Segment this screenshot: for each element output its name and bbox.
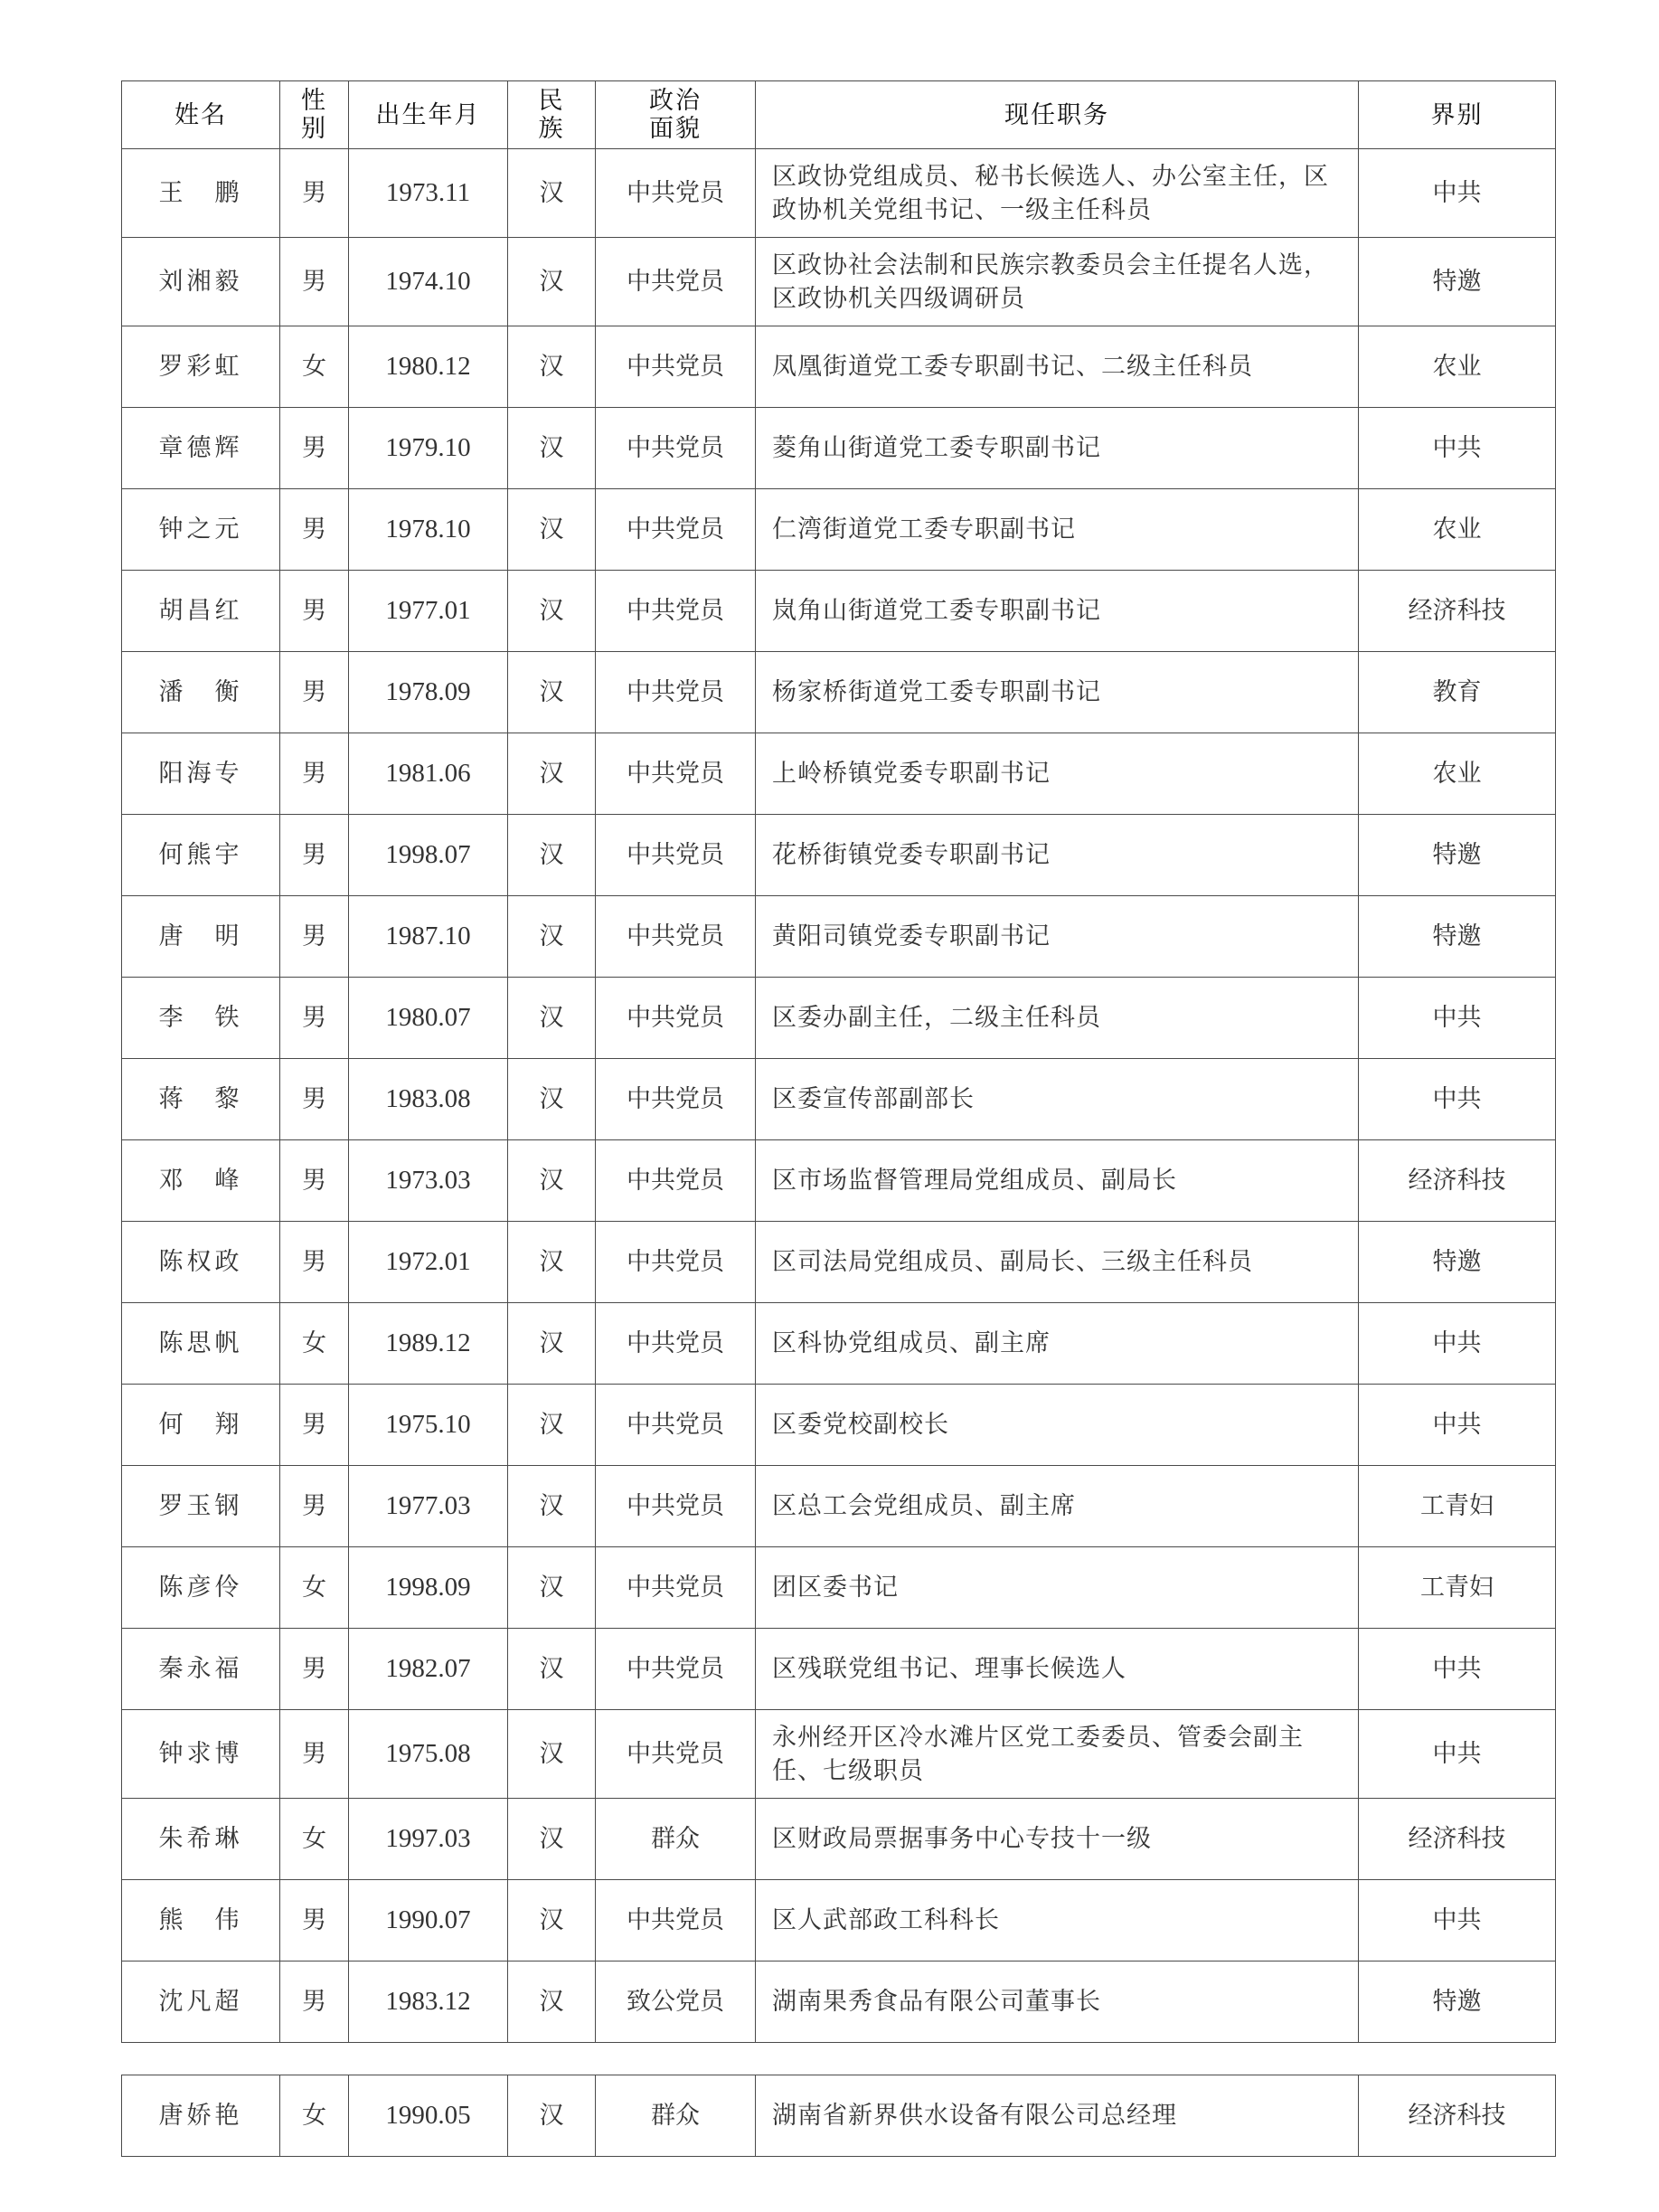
cell-dob: 1977.01 <box>349 571 508 652</box>
cell-name: 罗玉钢 <box>122 1466 280 1547</box>
cell-political: 中共党员 <box>596 238 756 326</box>
cell-duty: 杨家桥街道党工委专职副书记 <box>756 652 1359 733</box>
table-row <box>122 2075 1556 2157</box>
cell-gender: 男 <box>280 408 349 489</box>
cell-political: 中共党员 <box>596 1303 756 1385</box>
cell-gender: 男 <box>280 1059 349 1140</box>
table-row <box>122 149 1556 238</box>
header-duty: 现任职务 <box>756 81 1359 149</box>
member-table <box>121 80 1556 2043</box>
cell-duty: 区政协党组成员、秘书长候选人、办公室主任，区政协机关党组书记、一级主任科员 <box>756 149 1359 238</box>
cell-name: 唐 明 <box>122 896 280 978</box>
cell-political: 致公党员 <box>596 1961 756 2043</box>
table-row <box>122 1059 1556 1140</box>
cell-name: 陈思帆 <box>122 1303 280 1385</box>
cell-ethnicity: 汉 <box>508 978 596 1059</box>
cell-duty: 花桥街镇党委专职副书记 <box>756 815 1359 896</box>
cell-political: 中共党员 <box>596 1880 756 1961</box>
cell-name: 朱希琳 <box>122 1799 280 1880</box>
cell-dob: 1980.07 <box>349 978 508 1059</box>
cell-sector: 特邀 <box>1359 1222 1556 1303</box>
cell-duty: 湖南果秀食品有限公司董事长 <box>756 1961 1359 2043</box>
cell-gender: 男 <box>280 1140 349 1222</box>
cell-gender: 男 <box>280 652 349 733</box>
table-row <box>122 1961 1556 2043</box>
cell-gender: 女 <box>280 326 349 408</box>
cell-political: 群众 <box>596 2075 756 2157</box>
table-row <box>122 1710 1556 1799</box>
cell-political: 中共党员 <box>596 571 756 652</box>
cell-sector: 经济科技 <box>1359 1799 1556 1880</box>
table-row <box>122 815 1556 896</box>
table-row <box>122 1799 1556 1880</box>
cell-dob: 1990.07 <box>349 1880 508 1961</box>
cell-political: 中共党员 <box>596 1222 756 1303</box>
cell-sector: 农业 <box>1359 326 1556 408</box>
cell-dob: 1978.10 <box>349 489 508 571</box>
cell-political: 中共党员 <box>596 815 756 896</box>
cell-political: 群众 <box>596 1799 756 1880</box>
cell-gender: 男 <box>280 978 349 1059</box>
header-ethnicity: 民 族 <box>508 81 596 149</box>
cell-dob: 1998.09 <box>349 1547 508 1629</box>
cell-duty: 区市场监督管理局党组成员、副局长 <box>756 1140 1359 1222</box>
cell-name: 秦永福 <box>122 1629 280 1710</box>
cell-dob: 1973.03 <box>349 1140 508 1222</box>
cell-dob: 1981.06 <box>349 733 508 815</box>
cell-sector: 中共 <box>1359 1385 1556 1466</box>
cell-ethnicity: 汉 <box>508 2075 596 2157</box>
cell-gender: 男 <box>280 571 349 652</box>
cell-sector: 中共 <box>1359 1303 1556 1385</box>
cell-duty: 黄阳司镇党委专职副书记 <box>756 896 1359 978</box>
table-row <box>122 408 1556 489</box>
cell-ethnicity: 汉 <box>508 1880 596 1961</box>
header-gender: 性 别 <box>280 81 349 149</box>
cell-ethnicity: 汉 <box>508 1222 596 1303</box>
cell-duty: 湖南省新界供水设备有限公司总经理 <box>756 2075 1359 2157</box>
cell-ethnicity: 汉 <box>508 1629 596 1710</box>
cell-political: 中共党员 <box>596 1385 756 1466</box>
member-table-continued <box>121 2075 1556 2157</box>
cell-gender: 男 <box>280 1466 349 1547</box>
cell-name: 刘湘毅 <box>122 238 280 326</box>
cell-gender: 女 <box>280 2075 349 2157</box>
cell-sector: 经济科技 <box>1359 571 1556 652</box>
cell-ethnicity: 汉 <box>508 1303 596 1385</box>
cell-dob: 1998.07 <box>349 815 508 896</box>
cell-duty: 区总工会党组成员、副主席 <box>756 1466 1359 1547</box>
cell-duty: 区政协社会法制和民族宗教委员会主任提名人选，区政协机关四级调研员 <box>756 238 1359 326</box>
cell-duty: 上岭桥镇党委专职副书记 <box>756 733 1359 815</box>
cell-gender: 男 <box>280 238 349 326</box>
cell-duty: 菱角山街道党工委专职副书记 <box>756 408 1359 489</box>
header-name: 姓名 <box>122 81 280 149</box>
table-row <box>122 652 1556 733</box>
cell-ethnicity: 汉 <box>508 1547 596 1629</box>
cell-duty: 区委办副主任，二级主任科员 <box>756 978 1359 1059</box>
cell-name: 潘 衡 <box>122 652 280 733</box>
cell-gender: 男 <box>280 1629 349 1710</box>
cell-name: 何 翔 <box>122 1385 280 1466</box>
cell-gender: 男 <box>280 489 349 571</box>
cell-political: 中共党员 <box>596 489 756 571</box>
cell-name: 唐娇艳 <box>122 2075 280 2157</box>
cell-dob: 1982.07 <box>349 1629 508 1710</box>
cell-political: 中共党员 <box>596 733 756 815</box>
cell-sector: 工青妇 <box>1359 1466 1556 1547</box>
cell-dob: 1975.10 <box>349 1385 508 1466</box>
cell-sector: 特邀 <box>1359 1961 1556 2043</box>
cell-ethnicity: 汉 <box>508 1466 596 1547</box>
cell-duty: 区财政局票据事务中心专技十一级 <box>756 1799 1359 1880</box>
cell-dob: 1972.01 <box>349 1222 508 1303</box>
cell-sector: 经济科技 <box>1359 2075 1556 2157</box>
cell-gender: 男 <box>280 1222 349 1303</box>
cell-duty: 团区委书记 <box>756 1547 1359 1629</box>
table-row <box>122 238 1556 326</box>
cell-duty: 仁湾街道党工委专职副书记 <box>756 489 1359 571</box>
cell-political: 中共党员 <box>596 1140 756 1222</box>
cell-gender: 男 <box>280 896 349 978</box>
cell-duty: 区科协党组成员、副主席 <box>756 1303 1359 1385</box>
cell-ethnicity: 汉 <box>508 1799 596 1880</box>
cell-dob: 1983.12 <box>349 1961 508 2043</box>
cell-dob: 1989.12 <box>349 1303 508 1385</box>
cell-name: 陈权政 <box>122 1222 280 1303</box>
table-row <box>122 326 1556 408</box>
cell-gender: 男 <box>280 733 349 815</box>
cell-political: 中共党员 <box>596 149 756 238</box>
cell-name: 何熊宇 <box>122 815 280 896</box>
header-political: 政治 面貌 <box>596 81 756 149</box>
cell-political: 中共党员 <box>596 1547 756 1629</box>
cell-sector: 教育 <box>1359 652 1556 733</box>
cell-ethnicity: 汉 <box>508 326 596 408</box>
cell-sector: 中共 <box>1359 1880 1556 1961</box>
cell-political: 中共党员 <box>596 652 756 733</box>
cell-ethnicity: 汉 <box>508 1710 596 1799</box>
cell-sector: 特邀 <box>1359 815 1556 896</box>
cell-dob: 1997.03 <box>349 1799 508 1880</box>
cell-political: 中共党员 <box>596 1059 756 1140</box>
cell-duty: 岚角山街道党工委专职副书记 <box>756 571 1359 652</box>
header-sector: 界别 <box>1359 81 1556 149</box>
table-row <box>122 489 1556 571</box>
cell-gender: 男 <box>280 1880 349 1961</box>
cell-ethnicity: 汉 <box>508 571 596 652</box>
cell-dob: 1977.03 <box>349 1466 508 1547</box>
cell-sector: 中共 <box>1359 1059 1556 1140</box>
cell-sector: 农业 <box>1359 733 1556 815</box>
cell-political: 中共党员 <box>596 408 756 489</box>
cell-sector: 中共 <box>1359 1710 1556 1799</box>
cell-sector: 特邀 <box>1359 896 1556 978</box>
table-row <box>122 571 1556 652</box>
table-row <box>122 1466 1556 1547</box>
cell-dob: 1990.05 <box>349 2075 508 2157</box>
cell-gender: 男 <box>280 1385 349 1466</box>
cell-dob: 1980.12 <box>349 326 508 408</box>
cell-sector: 经济科技 <box>1359 1140 1556 1222</box>
cell-ethnicity: 汉 <box>508 408 596 489</box>
cell-ethnicity: 汉 <box>508 1140 596 1222</box>
cell-ethnicity: 汉 <box>508 896 596 978</box>
table-header-row <box>122 81 1556 149</box>
table-row <box>122 733 1556 815</box>
cell-political: 中共党员 <box>596 896 756 978</box>
cell-name: 李 铁 <box>122 978 280 1059</box>
cell-name: 熊 伟 <box>122 1880 280 1961</box>
cell-duty: 区司法局党组成员、副局长、三级主任科员 <box>756 1222 1359 1303</box>
cell-name: 章德辉 <box>122 408 280 489</box>
table-row <box>122 978 1556 1059</box>
cell-duty: 区残联党组书记、理事长候选人 <box>756 1629 1359 1710</box>
cell-sector: 中共 <box>1359 408 1556 489</box>
cell-dob: 1973.11 <box>349 149 508 238</box>
cell-ethnicity: 汉 <box>508 1385 596 1466</box>
cell-name: 蒋 黎 <box>122 1059 280 1140</box>
cell-gender: 女 <box>280 1547 349 1629</box>
cell-sector: 中共 <box>1359 1629 1556 1710</box>
cell-name: 钟之元 <box>122 489 280 571</box>
cell-political: 中共党员 <box>596 1466 756 1547</box>
cell-dob: 1975.08 <box>349 1710 508 1799</box>
cell-gender: 男 <box>280 1961 349 2043</box>
cell-ethnicity: 汉 <box>508 1059 596 1140</box>
cell-name: 胡昌红 <box>122 571 280 652</box>
cell-ethnicity: 汉 <box>508 149 596 238</box>
cell-sector: 中共 <box>1359 978 1556 1059</box>
cell-political: 中共党员 <box>596 1629 756 1710</box>
table-row <box>122 1222 1556 1303</box>
cell-sector: 中共 <box>1359 149 1556 238</box>
cell-ethnicity: 汉 <box>508 489 596 571</box>
cell-sector: 工青妇 <box>1359 1547 1556 1629</box>
cell-ethnicity: 汉 <box>508 238 596 326</box>
table-row <box>122 1385 1556 1466</box>
cell-gender: 女 <box>280 1799 349 1880</box>
cell-gender: 男 <box>280 149 349 238</box>
cell-dob: 1978.09 <box>349 652 508 733</box>
cell-ethnicity: 汉 <box>508 1961 596 2043</box>
cell-name: 钟求博 <box>122 1710 280 1799</box>
cell-dob: 1983.08 <box>349 1059 508 1140</box>
cell-duty: 凤凰街道党工委专职副书记、二级主任科员 <box>756 326 1359 408</box>
cell-dob: 1974.10 <box>349 238 508 326</box>
header-dob: 出生年月 <box>349 81 508 149</box>
cell-dob: 1987.10 <box>349 896 508 978</box>
cell-name: 邓 峰 <box>122 1140 280 1222</box>
cell-duty: 区委宣传部副部长 <box>756 1059 1359 1140</box>
cell-duty: 区委党校副校长 <box>756 1385 1359 1466</box>
cell-political: 中共党员 <box>596 326 756 408</box>
cell-duty: 区人武部政工科科长 <box>756 1880 1359 1961</box>
table-row <box>122 1880 1556 1961</box>
cell-dob: 1979.10 <box>349 408 508 489</box>
table-row <box>122 896 1556 978</box>
cell-political: 中共党员 <box>596 978 756 1059</box>
cell-name: 沈凡超 <box>122 1961 280 2043</box>
cell-name: 阳海专 <box>122 733 280 815</box>
cell-duty: 永州经开区冷水滩片区党工委委员、管委会副主任、七级职员 <box>756 1710 1359 1799</box>
cell-sector: 农业 <box>1359 489 1556 571</box>
cell-ethnicity: 汉 <box>508 733 596 815</box>
cell-name: 王 鹏 <box>122 149 280 238</box>
cell-gender: 男 <box>280 815 349 896</box>
cell-sector: 特邀 <box>1359 238 1556 326</box>
cell-political: 中共党员 <box>596 1710 756 1799</box>
cell-name: 陈彦伶 <box>122 1547 280 1629</box>
table-row <box>122 1547 1556 1629</box>
cell-gender: 男 <box>280 1710 349 1799</box>
cell-ethnicity: 汉 <box>508 652 596 733</box>
table-row <box>122 1303 1556 1385</box>
cell-name: 罗彩虹 <box>122 326 280 408</box>
table-row <box>122 1140 1556 1222</box>
table-row <box>122 1629 1556 1710</box>
cell-ethnicity: 汉 <box>508 815 596 896</box>
cell-gender: 女 <box>280 1303 349 1385</box>
